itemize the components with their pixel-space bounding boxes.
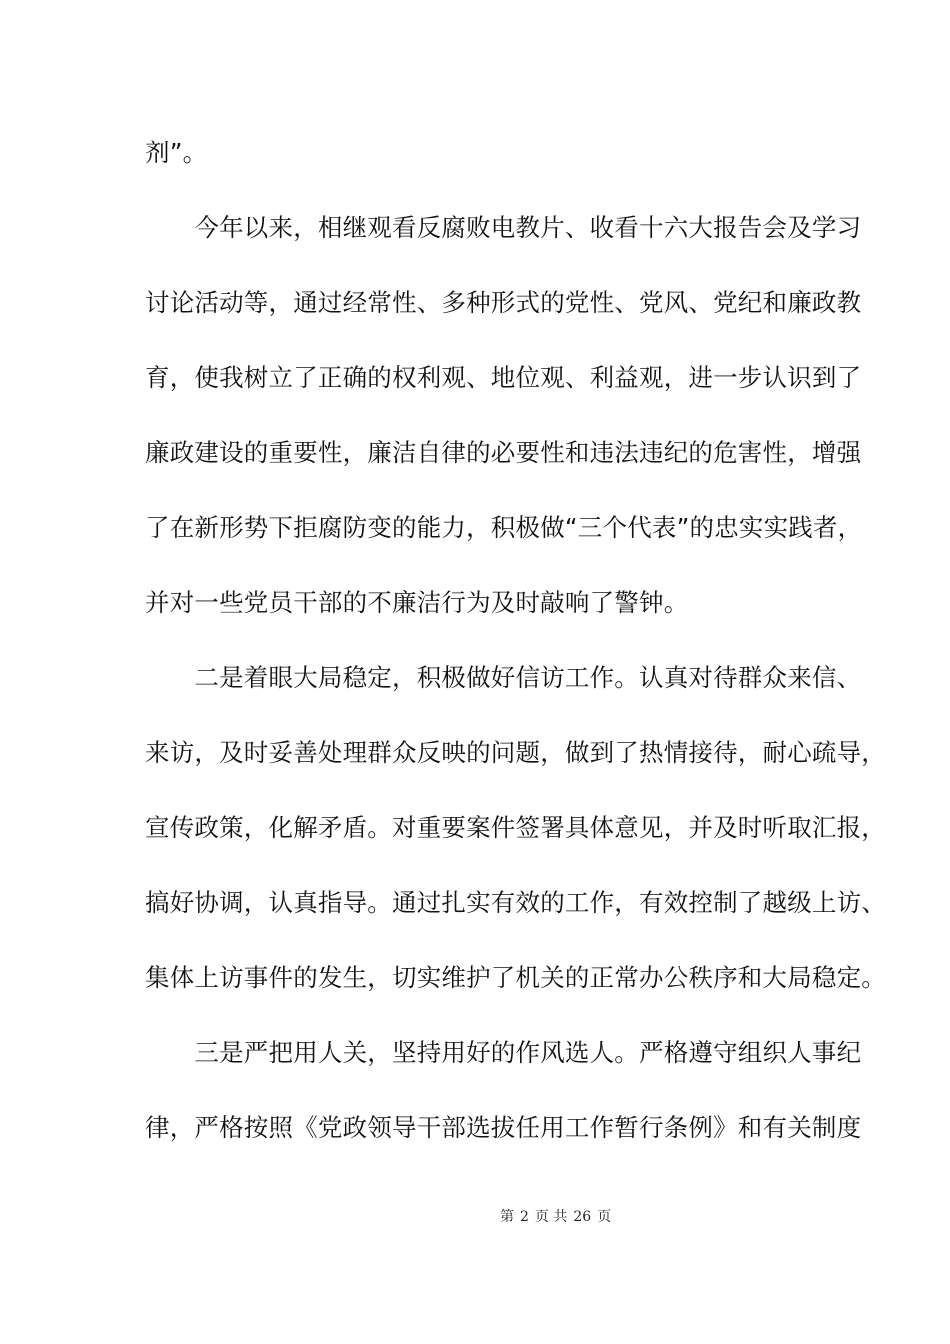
- text-line: 搞好协调，认真指导。通过扎实有效的工作，有效控制了越级上访、: [145, 888, 886, 917]
- page-number-footer: [500, 1207, 700, 1227]
- text-line: 讨论活动等，通过经常性、多种形式的党性、党风、党纪和廉政教: [145, 288, 862, 317]
- text-line: 二是着眼大局稳定，积极做好信访工作。认真对待群众来信、: [145, 663, 862, 692]
- text-line: 律，严格按照《党政领导干部选拔任用工作暂行条例》和有关制度: [145, 1113, 862, 1142]
- page-label-mid: 页 共: [534, 1209, 568, 1225]
- text-line: 三是严把用人关，坚持用好的作风选人。严格遵守组织人事纪: [145, 1038, 862, 1067]
- text-line: 剂”。: [145, 138, 208, 167]
- text-line: 集体上访事件的发生，切实维护了机关的正常办公秩序和大局稳定。: [145, 963, 886, 992]
- page-label-post: 页: [597, 1209, 612, 1225]
- page-current: 2: [520, 1209, 529, 1225]
- page-total: 26: [573, 1209, 592, 1225]
- text-line: 了在新形势下拒腐防变的能力，积极做“三个代表”的忠实实践者，: [145, 513, 863, 542]
- text-line: 宣传政策，化解矛盾。对重要案件签署具体意见，并及时听取汇报，: [145, 813, 886, 842]
- text-line: 并对一些党员干部的不廉洁行为及时敲响了警钟。: [145, 588, 689, 617]
- page-label-pre: 第: [500, 1209, 514, 1225]
- text-line: 今年以来，相继观看反腐败电教片、收看十六大报告会及学习: [145, 213, 862, 242]
- text-line: 来访，及时妥善处理群众反映的问题，做到了热情接待，耐心疏导，: [145, 738, 886, 767]
- text-line: 廉政建设的重要性，廉洁自律的必要性和违法违纪的危害性，增强: [145, 438, 862, 467]
- text-line: 育，使我树立了正确的权利观、地位观、利益观，进一步认识到了: [145, 363, 862, 392]
